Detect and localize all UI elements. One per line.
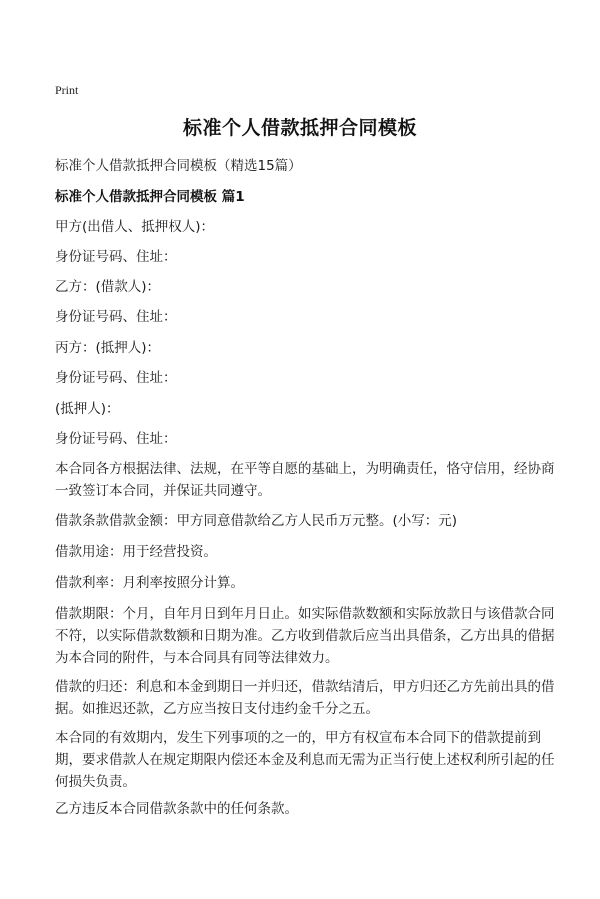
section-heading: 标准个人借款抵押合同模板 篇1 (55, 189, 245, 205)
paragraph-interest-rate: 借款利率：月利率按照分计算。 (55, 575, 244, 591)
paragraph-repayment: 借款的归还：利息和本金到期日一并归还，借款结清后，甲方归还乙方先前出具的借据。如推迟还款，乙方应当按日支付违约金千分之五。 (55, 679, 555, 717)
mortgagor-id-line: 身份证号码、住址： (55, 431, 177, 447)
party-b-id-line: 身份证号码、住址： (55, 309, 177, 325)
print-link[interactable]: Print (55, 83, 79, 97)
paragraph-preamble: 本合同各方根据法律、法规，在平等自愿的基础上，为明确责任，恪守信用，经协商一致签订本合同，并保证共同遵守。 (55, 461, 555, 499)
paragraph-acceleration: 本合同的有效期内，发生下列事项的之一的，甲方有权宣布本合同下的借款提前到期，要求借款人在规定期限内偿还本金及利息而无需为正当行使上述权利所引起的任何损失负责。 (55, 730, 555, 790)
paragraph-loan-purpose: 借款用途：用于经营投资。 (55, 544, 217, 560)
paragraph-loan-amount: 借款条款借款金额：甲方同意借款给乙方人民币万元整。(小写：元) (55, 513, 458, 529)
page-title: 标准个人借款抵押合同模板 (182, 117, 417, 139)
mortgagor-line: (抵押人)： (55, 401, 120, 417)
party-b-line: 乙方：(借款人)： (55, 279, 161, 295)
party-a-line: 甲方(出借人、抵押权人)： (55, 219, 215, 235)
party-c-id-line: 身份证号码、住址： (55, 370, 177, 386)
paragraph-loan-term: 借款期限：个月，自年月日到年月日止。如实际借款数额和实际放款日与该借款合同不符，以实际借款数额和日期为准。乙方收到借款后应当出具借条，乙方出具的借据为本合同的附件，与本合同具有同等法律效力。 (55, 606, 555, 666)
party-c-line: 丙方：(抵押人)： (55, 340, 161, 356)
paragraph-breach: 乙方违反本合同借款条款中的任何条款。 (55, 801, 298, 817)
party-a-id-line: 身份证号码、住址： (55, 249, 177, 265)
document-subtitle: 标准个人借款抵押合同模板（精选15篇） (55, 158, 302, 174)
